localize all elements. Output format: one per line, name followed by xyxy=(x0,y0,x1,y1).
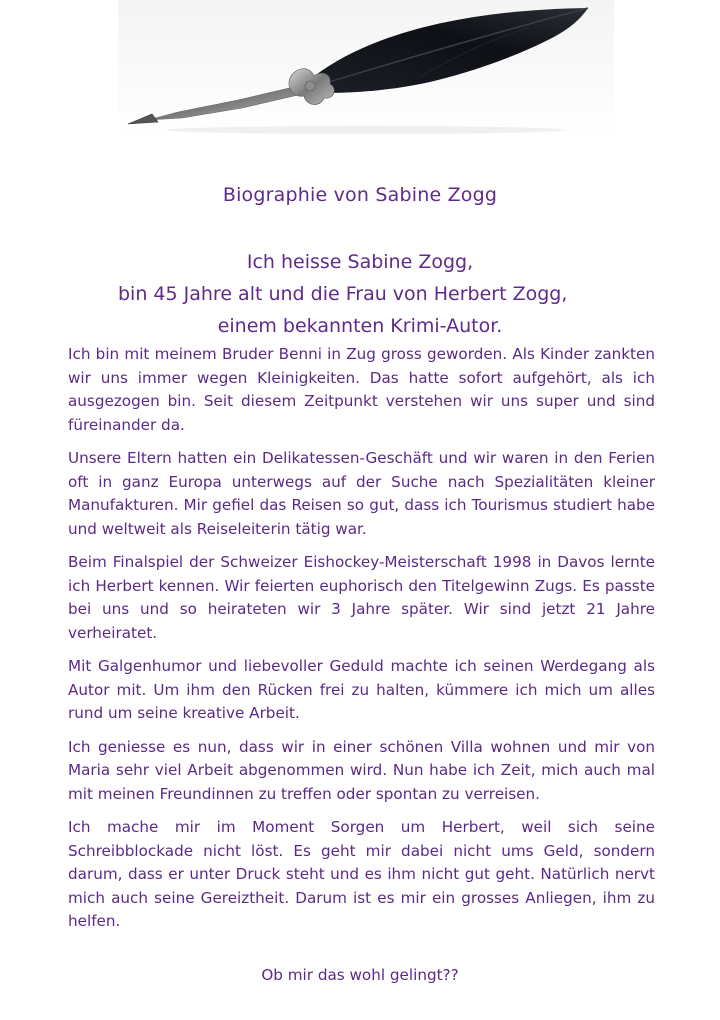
paragraph-villa: Ich geniesse es nun, dass wir in einer schönen Villa wohnen und mir von Maria sehr viel Arbeit abgenommen wird. Nun habe ich Zeit, mich auch mal mit meinen Freundinnen zu treffen oder spontan zu verreisen. xyxy=(68,737,655,803)
paragraph-parents-travel: Unsere Eltern hatten ein Delikatessen-Geschäft und wir waren in den Ferien oft in ganz Europa unterwegs auf der Suche nach Spezialitäten kleiner Manufakturen. Mir gefiel das Reisen so gut, dass ich Tourismus studiert habe und weltweit als Reiseleiterin tätig war. xyxy=(68,449,655,538)
intro-line-occupation: einem bekannten Krimi-Autor. xyxy=(217,315,503,337)
biography-body xyxy=(68,343,655,944)
paragraph-childhood: Ich bin mit meinem Bruder Benni in Zug gross geworden. Als Kinder zankten wir uns immer wegen Kleinigkeiten. Das hatte sofort aufgehört, als ich ausgezogen bin. Seit diesem Zeitpunkt verstehen wir uns super und sind füreinander da. xyxy=(68,345,655,434)
page-title: Biographie von Sabine Zogg xyxy=(222,184,498,206)
paragraph-meeting-herbert: Beim Finalspiel der Schweizer Eishockey-Meisterschaft 1998 in Davos lernte ich Herbert kennen. Wir feierten euphorisch den Titelgewinn Zugs. Es passte bei uns und so heirateten wir 3 Jahre später. Wir sind jetzt 21 Jahre verheiratet. xyxy=(68,553,655,642)
closing-line: Ob mir das wohl gelingt?? xyxy=(261,966,459,984)
quill-pen-icon xyxy=(118,0,614,138)
paragraph-support: Mit Galgenhumor und liebevoller Geduld machte ich seinen Werdegang als Autor mit. Um ihm den Rücken frei zu halten, kümmere ich mich um alles rund um seine kreative Arbeit. xyxy=(68,657,655,722)
intro-line-name: Ich heisse Sabine Zogg, xyxy=(246,251,474,273)
paragraph-worries: Ich mache mir im Moment Sorgen um Herbert, weil sich seine Schreibblockade nicht löst. Es geht mir dabei nicht ums Geld, sondern darum, dass er unter Druck steht und es ihm nicht gut geht. Natürlich nervt mich auch seine Gereiztheit. Darum ist es mir ein grosses Anliegen, ihm zu helfen. xyxy=(68,818,655,930)
intro-line-age: bin 45 Jahre alt und die Frau von Herbert Zogg, xyxy=(118,283,568,305)
